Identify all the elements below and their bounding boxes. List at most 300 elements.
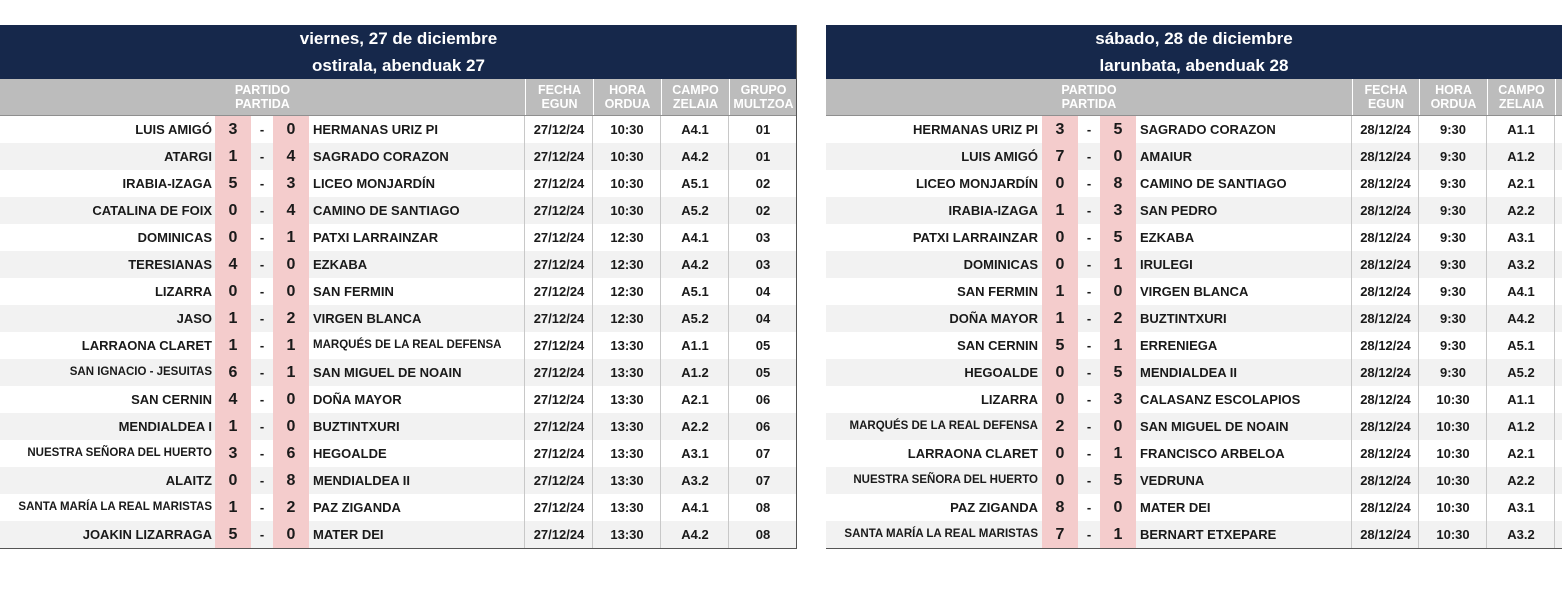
match-field: A3.1 <box>681 446 709 461</box>
score-separator: - <box>1086 392 1092 407</box>
column-header-fecha <box>525 79 593 115</box>
match-field: A1.2 <box>1507 419 1535 434</box>
match-group: 03 <box>755 230 771 245</box>
home-team: DOMINICAS <box>963 257 1038 272</box>
home-score: 0 <box>1042 467 1078 494</box>
match-time: 9:30 <box>1439 311 1467 326</box>
away-team: VEDRUNA <box>1140 473 1205 488</box>
header-label-basque: PARTIDA <box>235 97 290 111</box>
away-team: HEGOALDE <box>313 446 387 461</box>
score-separator: - <box>259 176 265 191</box>
away-score: 0 <box>273 521 309 548</box>
match-time: 10:30 <box>1436 419 1470 434</box>
away-score: 1 <box>1100 521 1136 548</box>
match-row <box>0 440 797 467</box>
home-score: 1 <box>215 494 251 521</box>
match-date: 27/12/24 <box>533 257 585 272</box>
away-score: 0 <box>273 251 309 278</box>
match-field: A4.2 <box>1507 311 1535 326</box>
away-score: 4 <box>273 197 309 224</box>
score-separator: - <box>1086 122 1092 137</box>
match-field: A5.1 <box>681 284 709 299</box>
match-row <box>0 143 797 170</box>
away-team: MATER DEI <box>313 527 384 542</box>
score-separator: - <box>1086 473 1092 488</box>
score-separator: - <box>259 500 265 515</box>
score-separator: - <box>1086 527 1092 542</box>
match-field: A4.1 <box>1507 284 1535 299</box>
home-team: LICEO MONJARDÍN <box>915 176 1038 191</box>
day-title-spanish: viernes, 27 de diciembre <box>299 29 498 48</box>
match-field: A1.1 <box>1507 122 1535 137</box>
match-date: 28/12/24 <box>1360 365 1411 380</box>
away-score: 1 <box>273 332 309 359</box>
header-label-spanish: FECHA <box>1364 83 1408 97</box>
away-team: SAN FERMIN <box>313 284 394 299</box>
match-time: 9:30 <box>1439 230 1467 245</box>
home-team: PATXI LARRAINZAR <box>912 230 1038 245</box>
home-score: 8 <box>1042 494 1078 521</box>
match-row <box>826 224 1562 251</box>
home-team: ATARGI <box>164 149 212 164</box>
away-team: CALASANZ ESCOLAPIOS <box>1140 392 1301 407</box>
header-label-spanish: HORA <box>1435 83 1472 97</box>
match-date: 27/12/24 <box>533 149 585 164</box>
score-separator: - <box>1086 203 1092 218</box>
away-score: 2 <box>1100 305 1136 332</box>
match-date: 28/12/24 <box>1360 122 1411 137</box>
home-score: 0 <box>1042 386 1078 413</box>
score-separator: - <box>1086 149 1092 164</box>
match-group: 04 <box>755 311 771 326</box>
away-score: 2 <box>273 305 309 332</box>
column-header-fecha <box>1352 79 1419 115</box>
away-team: BUZTINTXURI <box>313 419 400 434</box>
away-score: 8 <box>273 467 309 494</box>
match-row <box>826 116 1562 143</box>
away-team: LICEO MONJARDÍN <box>313 176 436 191</box>
away-team: PAZ ZIGANDA <box>313 500 401 515</box>
match-list <box>0 116 797 549</box>
match-row <box>826 467 1562 494</box>
home-score: 4 <box>215 251 251 278</box>
away-score: 8 <box>1100 170 1136 197</box>
match-date: 27/12/24 <box>533 311 585 326</box>
match-time: 13:30 <box>610 392 644 407</box>
match-field: A5.2 <box>1507 365 1535 380</box>
away-score: 2 <box>273 494 309 521</box>
home-score: 0 <box>1042 251 1078 278</box>
match-row <box>0 413 797 440</box>
match-field: A5.1 <box>681 176 709 191</box>
home-team: JOAKIN LIZARRAGA <box>82 527 212 542</box>
away-team: SAGRADO CORAZON <box>1140 122 1276 137</box>
match-group: 02 <box>755 176 771 191</box>
match-field: A2.2 <box>681 419 709 434</box>
home-score: 2 <box>1042 413 1078 440</box>
away-score: 5 <box>1100 116 1136 143</box>
match-row <box>0 251 797 278</box>
away-score: 6 <box>273 440 309 467</box>
home-score: 3 <box>215 440 251 467</box>
match-group: 08 <box>755 527 771 542</box>
home-score: 1 <box>1042 278 1078 305</box>
column-divider <box>1554 386 1555 413</box>
score-separator: - <box>259 122 265 137</box>
column-divider <box>1554 440 1555 467</box>
home-team: NUESTRA SEÑORA DEL HUERTO <box>853 474 1038 486</box>
away-team: VIRGEN BLANCA <box>313 311 422 326</box>
match-time: 9:30 <box>1439 338 1467 353</box>
match-date: 28/12/24 <box>1360 257 1411 272</box>
match-time: 13:30 <box>610 338 644 353</box>
home-team: MARQUÉS DE LA REAL DEFENSA <box>849 420 1038 432</box>
score-separator: - <box>1086 311 1092 326</box>
match-field: A2.1 <box>1507 446 1535 461</box>
score-separator: - <box>259 230 265 245</box>
match-group: 07 <box>755 473 771 488</box>
away-team: MENDIALDEA II <box>1140 365 1238 380</box>
away-score: 0 <box>1100 494 1136 521</box>
column-divider <box>1554 494 1555 521</box>
home-score: 0 <box>215 224 251 251</box>
column-header-row <box>826 79 1562 116</box>
match-field: A1.1 <box>681 338 709 353</box>
table-right-border <box>796 25 797 549</box>
match-row <box>826 494 1562 521</box>
day-title-basque: larunbata, abenduak 28 <box>1099 56 1289 75</box>
match-date: 27/12/24 <box>533 500 585 515</box>
home-team: LARRAONA CLARET <box>907 446 1038 461</box>
match-row <box>0 116 797 143</box>
home-score: 1 <box>215 332 251 359</box>
home-score: 0 <box>215 467 251 494</box>
match-field: A2.1 <box>1507 176 1535 191</box>
header-label-basque: MULTZOA <box>733 97 794 111</box>
home-team: NUESTRA SEÑORA DEL HUERTO <box>27 447 212 459</box>
match-group: 06 <box>755 392 771 407</box>
match-date: 27/12/24 <box>533 122 585 137</box>
match-row <box>826 332 1562 359</box>
score-separator: - <box>259 473 265 488</box>
home-team: SAN FERMIN <box>957 284 1038 299</box>
column-header-cut <box>1555 79 1562 115</box>
header-label-spanish: CAMPO <box>1498 83 1545 97</box>
match-group: 02 <box>755 203 771 218</box>
match-group: 03 <box>755 257 771 272</box>
away-score: 3 <box>1100 197 1136 224</box>
match-row <box>0 332 797 359</box>
match-field: A4.2 <box>681 527 709 542</box>
match-row <box>0 521 797 548</box>
home-score: 1 <box>215 143 251 170</box>
match-group: 07 <box>755 446 771 461</box>
column-divider <box>1554 224 1555 251</box>
match-row <box>826 197 1562 224</box>
match-field: A4.2 <box>681 149 709 164</box>
match-time: 9:30 <box>1439 365 1467 380</box>
match-date: 28/12/24 <box>1360 419 1411 434</box>
score-separator: - <box>259 446 265 461</box>
home-score: 0 <box>1042 170 1078 197</box>
match-field: A5.2 <box>681 203 709 218</box>
match-date: 28/12/24 <box>1360 149 1411 164</box>
match-field: A4.1 <box>681 500 709 515</box>
match-time: 10:30 <box>1436 500 1470 515</box>
header-label-spanish: PARTIDO <box>1061 83 1117 97</box>
match-field: A4.2 <box>681 257 709 272</box>
home-team: LIZARRA <box>154 284 212 299</box>
match-date: 27/12/24 <box>533 527 585 542</box>
match-group: 06 <box>755 419 771 434</box>
match-time: 10:30 <box>610 176 644 191</box>
match-field: A3.1 <box>1507 500 1535 515</box>
home-team: SAN CERNIN <box>957 338 1038 353</box>
header-label-spanish: PARTIDO <box>234 83 291 97</box>
match-date: 27/12/24 <box>533 419 585 434</box>
match-time: 10:30 <box>610 203 644 218</box>
home-team: IRABIA-IZAGA <box>122 176 212 191</box>
column-divider <box>1554 251 1555 278</box>
match-field: A1.2 <box>1507 149 1535 164</box>
match-list <box>826 116 1562 549</box>
score-separator: - <box>259 149 265 164</box>
score-separator: - <box>1086 338 1092 353</box>
day-title-basque: ostirala, abenduak 27 <box>312 56 485 75</box>
match-date: 27/12/24 <box>533 446 585 461</box>
match-date: 28/12/24 <box>1360 392 1411 407</box>
match-group: 05 <box>755 338 771 353</box>
column-header-row <box>0 79 797 116</box>
match-group: 08 <box>755 500 771 515</box>
match-date: 28/12/24 <box>1360 473 1411 488</box>
column-divider <box>1554 467 1555 494</box>
column-divider <box>1554 170 1555 197</box>
away-score: 1 <box>273 359 309 386</box>
score-separator: - <box>1086 500 1092 515</box>
match-time: 10:30 <box>1436 446 1470 461</box>
away-team: MARQUÉS DE LA REAL DEFENSA <box>313 339 502 351</box>
score-separator: - <box>259 257 265 272</box>
home-score: 0 <box>1042 224 1078 251</box>
away-team: HERMANAS URIZ PI <box>313 122 438 137</box>
match-date: 27/12/24 <box>533 473 585 488</box>
column-divider <box>1554 305 1555 332</box>
home-team: TERESIANAS <box>128 257 212 272</box>
home-score: 3 <box>215 116 251 143</box>
column-divider <box>1554 143 1555 170</box>
match-time: 10:30 <box>1436 392 1470 407</box>
home-score: 0 <box>215 197 251 224</box>
home-team: DOÑA MAYOR <box>949 311 1038 326</box>
match-field: A2.1 <box>681 392 709 407</box>
column-header-campo <box>1487 79 1555 115</box>
column-divider <box>1554 278 1555 305</box>
away-team: AMAIUR <box>1140 149 1192 164</box>
match-field: A3.2 <box>1507 257 1535 272</box>
match-row <box>826 305 1562 332</box>
home-team: MENDIALDEA I <box>118 419 212 434</box>
home-team: DOMINICAS <box>137 230 212 245</box>
away-team: CAMINO DE SANTIAGO <box>1140 176 1287 191</box>
match-date: 27/12/24 <box>533 392 585 407</box>
home-score: 3 <box>1042 116 1078 143</box>
home-score: 1 <box>215 305 251 332</box>
column-header-grupo <box>729 79 797 115</box>
match-date: 28/12/24 <box>1360 284 1411 299</box>
score-separator: - <box>1086 446 1092 461</box>
home-team: IRABIA-IZAGA <box>948 203 1038 218</box>
match-date: 28/12/24 <box>1360 527 1411 542</box>
away-score: 3 <box>273 170 309 197</box>
match-date: 28/12/24 <box>1360 311 1411 326</box>
header-label-basque: ZELAIA <box>672 97 719 111</box>
away-score: 1 <box>1100 332 1136 359</box>
away-score: 1 <box>1100 440 1136 467</box>
score-separator: - <box>259 311 265 326</box>
away-team: DOÑA MAYOR <box>313 392 402 407</box>
home-team: HEGOALDE <box>964 365 1038 380</box>
match-time: 13:30 <box>610 527 644 542</box>
score-separator: - <box>1086 257 1092 272</box>
score-separator: - <box>259 392 265 407</box>
header-label-basque: EGUN <box>1367 97 1405 111</box>
match-row <box>826 251 1562 278</box>
away-score: 0 <box>1100 413 1136 440</box>
match-time: 9:30 <box>1439 149 1467 164</box>
score-separator: - <box>259 284 265 299</box>
away-team: IRULEGI <box>1140 257 1193 272</box>
score-separator: - <box>1086 230 1092 245</box>
match-field: A1.1 <box>1507 392 1535 407</box>
away-score: 0 <box>273 278 309 305</box>
header-label-basque: ORDUA <box>604 97 651 111</box>
away-score: 0 <box>1100 278 1136 305</box>
schedule-panel-friday <box>0 25 797 549</box>
home-team: CATALINA DE FOIX <box>92 203 212 218</box>
home-score: 1 <box>1042 197 1078 224</box>
score-separator: - <box>259 203 265 218</box>
match-field: A2.2 <box>1507 473 1535 488</box>
match-row <box>826 440 1562 467</box>
match-time: 12:30 <box>610 284 644 299</box>
header-label-basque: PARTIDA <box>1061 97 1117 111</box>
match-time: 10:30 <box>610 122 644 137</box>
home-score: 4 <box>215 386 251 413</box>
match-row <box>0 224 797 251</box>
match-row <box>0 467 797 494</box>
partido-column-header <box>826 79 1352 115</box>
match-time: 12:30 <box>610 230 644 245</box>
match-row <box>826 386 1562 413</box>
away-score: 3 <box>1100 386 1136 413</box>
match-time: 9:30 <box>1439 257 1467 272</box>
home-score: 7 <box>1042 143 1078 170</box>
away-team: SAN PEDRO <box>1140 203 1218 218</box>
match-row <box>0 278 797 305</box>
home-score: 7 <box>1042 521 1078 548</box>
header-label-spanish: HORA <box>609 83 646 97</box>
away-score: 0 <box>1100 143 1136 170</box>
match-group: 01 <box>755 122 771 137</box>
match-group: 04 <box>755 284 771 299</box>
header-label-basque: EGUN <box>541 97 578 111</box>
home-score: 1 <box>215 413 251 440</box>
home-team: SAN IGNACIO - JESUITAS <box>69 366 212 378</box>
score-separator: - <box>1086 365 1092 380</box>
match-row <box>826 278 1562 305</box>
away-score: 5 <box>1100 224 1136 251</box>
header-label-basque: ZELAIA <box>1498 97 1545 111</box>
match-time: 13:30 <box>610 446 644 461</box>
match-date: 28/12/24 <box>1360 446 1411 461</box>
match-row <box>0 197 797 224</box>
home-team: PAZ ZIGANDA <box>950 500 1038 515</box>
day-title-band <box>826 25 1562 79</box>
match-date: 28/12/24 <box>1360 338 1411 353</box>
column-divider <box>1554 521 1555 548</box>
column-divider <box>1554 413 1555 440</box>
match-time: 13:30 <box>610 473 644 488</box>
score-separator: - <box>259 419 265 434</box>
home-score: 5 <box>215 521 251 548</box>
away-score: 4 <box>273 143 309 170</box>
home-team: HERMANAS URIZ PI <box>913 122 1038 137</box>
header-label-basque: ORDUA <box>1430 97 1477 111</box>
away-team: MATER DEI <box>1140 500 1211 515</box>
away-score: 5 <box>1100 467 1136 494</box>
match-date: 27/12/24 <box>533 176 585 191</box>
match-row <box>0 359 797 386</box>
home-score: 5 <box>1042 332 1078 359</box>
day-title-spanish: sábado, 28 de diciembre <box>1095 29 1293 48</box>
match-group: 05 <box>755 365 771 380</box>
match-time: 9:30 <box>1439 122 1467 137</box>
match-row <box>0 494 797 521</box>
match-field: A2.2 <box>1507 203 1535 218</box>
match-row <box>0 386 797 413</box>
home-team: LUIS AMIGÓ <box>135 122 212 137</box>
column-divider <box>1554 359 1555 386</box>
away-score: 1 <box>1100 251 1136 278</box>
away-team: MENDIALDEA II <box>313 473 411 488</box>
match-time: 12:30 <box>610 311 644 326</box>
partido-column-header <box>0 79 525 115</box>
match-time: 9:30 <box>1439 203 1467 218</box>
match-field: A1.2 <box>681 365 709 380</box>
match-time: 10:30 <box>610 149 644 164</box>
home-score: 0 <box>1042 359 1078 386</box>
score-separator: - <box>1086 176 1092 191</box>
away-team: PATXI LARRAINZAR <box>313 230 439 245</box>
header-label-spanish: FECHA <box>537 83 582 97</box>
home-score: 0 <box>215 278 251 305</box>
away-team: SAGRADO CORAZON <box>313 149 449 164</box>
match-field: A4.1 <box>681 230 709 245</box>
match-row <box>826 413 1562 440</box>
match-time: 13:30 <box>610 419 644 434</box>
column-divider <box>1554 332 1555 359</box>
match-field: A5.1 <box>1507 338 1535 353</box>
away-team: CAMINO DE SANTIAGO <box>313 203 460 218</box>
score-separator: - <box>259 365 265 380</box>
away-team: VIRGEN BLANCA <box>1140 284 1249 299</box>
column-header-campo <box>661 79 729 115</box>
home-team: SAN CERNIN <box>131 392 212 407</box>
match-row <box>0 305 797 332</box>
home-team: JASO <box>176 311 212 326</box>
home-team: LIZARRA <box>980 392 1038 407</box>
